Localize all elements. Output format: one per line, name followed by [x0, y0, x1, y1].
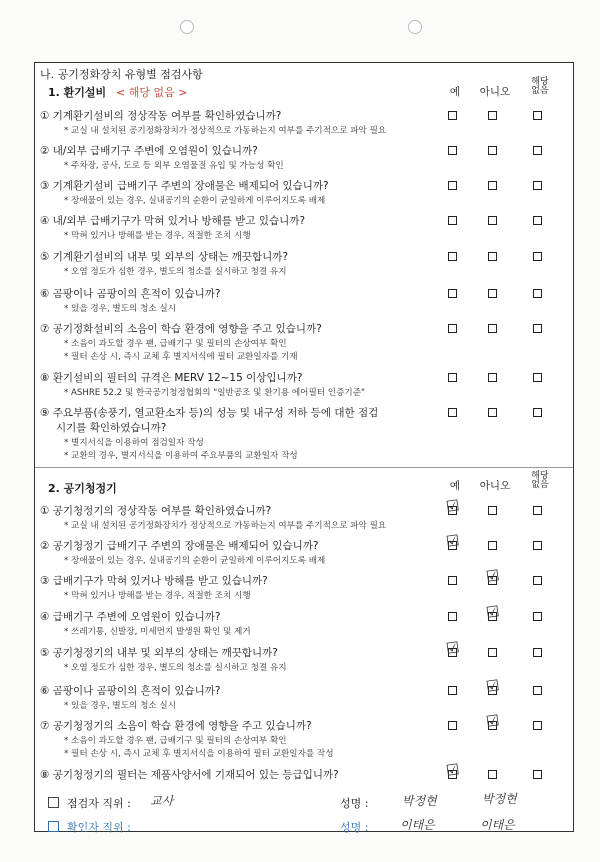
checklist-item	[40, 321, 460, 362]
question-note: * 있을 경우, 별도의 청소 실시	[40, 699, 460, 711]
checkbox[interactable]	[48, 821, 59, 832]
checkbox-na[interactable]	[533, 252, 542, 261]
checkbox-yes[interactable]	[448, 146, 457, 155]
column-na: 해당 없음	[531, 77, 549, 96]
check-mark-icon: ☑	[484, 566, 501, 586]
inspector-name-label: 성명 :	[340, 797, 369, 810]
checkbox-na[interactable]	[533, 576, 542, 585]
column-yes: 예	[449, 480, 461, 492]
checkbox-na[interactable]	[533, 770, 542, 779]
checkbox-na[interactable]	[533, 612, 542, 621]
question-note: * 별지서식을 이용하여 점검일자 작성	[40, 436, 460, 448]
check-mark-icon: ☑	[444, 638, 461, 658]
checklist-item	[40, 249, 460, 277]
checkbox-no[interactable]	[488, 146, 497, 155]
question-text: ⑦ 공기정화설비의 소음이 학습 환경에 영향을 주고 있습니까?	[40, 323, 322, 335]
question-text: ⑤ 공기청정기의 내부 및 외부의 상태는 깨끗합니까?	[40, 647, 278, 659]
checklist-item	[40, 213, 460, 241]
question-text: ⑥ 곰팡이나 곰팡이의 흔적이 있습니까?	[40, 288, 221, 300]
checkbox-yes[interactable]	[448, 576, 457, 585]
question-text: ⑨ 주요부품(송풍기, 열교환소자 등)의 성능 및 내구성 저하 등에 대한 점검	[40, 407, 379, 419]
question-note: * 있을 경우, 별도의 청소 실시	[40, 302, 460, 314]
question-text: ⑧ 공기청정기의 필터는 제품사양서에 기재되어 있는 등급입니까?	[40, 769, 339, 781]
page-title: 나. 공기정화장치 유형별 점검사항	[40, 68, 203, 81]
check-mark-icon: ☑	[444, 496, 461, 516]
checkbox-na[interactable]	[533, 686, 542, 695]
checklist-item	[40, 108, 460, 136]
check-mark-icon: ☑	[444, 531, 461, 551]
checklist-item	[40, 573, 460, 601]
checklist-item	[40, 767, 460, 782]
checkbox-yes[interactable]	[448, 373, 457, 382]
checkbox-no[interactable]	[488, 408, 497, 417]
section-heading	[48, 84, 187, 100]
checkbox-na[interactable]	[533, 111, 542, 120]
question-text: ③ 급배기구가 막혀 있거나 방해를 받고 있습니까?	[40, 575, 268, 587]
column-no: 아니오	[479, 480, 511, 492]
section-heading	[48, 480, 117, 496]
question-note: * 막혀 있거나 방해를 받는 경우, 적절한 조치 시행	[40, 229, 460, 241]
checklist-item	[40, 143, 460, 171]
question-text: ④ 내/외부 급배기구가 막혀 있거나 방해를 받고 있습니까?	[40, 215, 306, 227]
checkbox-no[interactable]	[488, 770, 497, 779]
question-note: * 소음이 과도할 경우 팬, 급배기구 및 필터의 손상여부 확인	[40, 337, 460, 349]
checklist-item	[40, 538, 460, 566]
checkbox-no[interactable]	[488, 506, 497, 515]
inspector-label: 점검자 직위 :	[67, 797, 131, 810]
confirmer-row	[48, 819, 131, 835]
inspector-position: 교사	[150, 794, 174, 808]
checkbox[interactable]	[48, 797, 59, 808]
check-mark-icon: ☑	[444, 760, 461, 780]
checkbox-yes[interactable]	[448, 289, 457, 298]
question-text: ⑧ 환기설비의 필터의 규격은 MERV 12~15 이상입니까?	[40, 372, 303, 384]
question-note: * 교환의 경우, 별지서식을 이용하여 주요부품의 교환일자 작성	[40, 449, 460, 461]
checkbox-no[interactable]	[488, 373, 497, 382]
question-note: * 필터 손상 시, 즉시 교체 후 별지서식에 필터 교환일자를 기재	[40, 350, 460, 362]
punch-hole	[180, 20, 194, 34]
check-mark-icon: ☑	[484, 676, 501, 696]
checkbox-na[interactable]	[533, 721, 542, 730]
checkbox-na[interactable]	[533, 181, 542, 190]
question-text-cont: 시기를 확인하였습니까?	[56, 422, 167, 434]
question-note: * 쓰레기통, 신발장, 미세먼지 발생원 확인 및 제거	[40, 625, 460, 637]
question-note: * 막혀 있거나 방해를 받는 경우, 적절한 조치 시행	[40, 589, 460, 601]
column-no: 아니오	[479, 86, 511, 98]
question-text: ⑥ 곰팡이나 곰팡이의 흔적이 있습니까?	[40, 685, 221, 697]
checkbox-na[interactable]	[533, 289, 542, 298]
question-text: ⑦ 공기청정기의 소음이 학습 환경에 영향을 주고 있습니까?	[40, 720, 312, 732]
confirmer-name-label: 성명 :	[340, 821, 369, 834]
question-note: * 소음이 과도할 경우 팬, 급배기구 및 필터의 손상여부 확인	[40, 734, 460, 746]
checklist-item	[40, 503, 460, 531]
checkbox-na[interactable]	[533, 408, 542, 417]
checkbox-yes[interactable]	[448, 324, 457, 333]
question-note: * 교실 내 설치된 공기정화장치가 정상적으로 가동하는지 여부를 주기적으로 파악 필요	[40, 519, 460, 531]
question-text: ① 기계환기설비의 정상작동 여부를 확인하였습니까?	[40, 110, 282, 122]
section-label: 1. 환기설비	[48, 86, 107, 99]
checkbox-no[interactable]	[488, 289, 497, 298]
checklist-item	[40, 405, 460, 461]
checkbox-na[interactable]	[533, 324, 542, 333]
checkbox-na[interactable]	[533, 373, 542, 382]
checkbox-na[interactable]	[533, 506, 542, 515]
checkbox-yes[interactable]	[448, 252, 457, 261]
checkbox-yes[interactable]	[448, 408, 457, 417]
checklist-item	[40, 645, 460, 673]
checkbox-yes[interactable]	[448, 181, 457, 190]
column-yes: 예	[449, 86, 461, 98]
question-text: ① 공기청정기의 정상작동 여부를 확인하였습니까?	[40, 505, 272, 517]
inspector-name: 박정현	[402, 794, 437, 808]
checkbox-no[interactable]	[488, 216, 497, 225]
checkbox-no[interactable]	[488, 111, 497, 120]
column-na: 해당 없음	[531, 471, 549, 490]
punch-hole	[408, 20, 422, 34]
confirmer-name: 이태은	[400, 818, 435, 832]
question-note: * 오염 정도가 심한 경우, 별도의 청소를 실시하고 청결 유지	[40, 265, 460, 277]
checkbox-no[interactable]	[488, 648, 497, 657]
checkbox-yes[interactable]	[448, 612, 457, 621]
section-note: < 해당 없음 >	[116, 86, 188, 99]
checklist-item	[40, 683, 460, 711]
question-note: * 오염 정도가 심한 경우, 별도의 청소를 실시하고 청결 유지	[40, 661, 460, 673]
checkbox-no[interactable]	[488, 541, 497, 550]
confirmer-signature: 이태은	[480, 818, 515, 832]
checkbox-na[interactable]	[533, 216, 542, 225]
section-label: 2. 공기청정기	[48, 482, 117, 495]
checkbox-no[interactable]	[488, 324, 497, 333]
question-text: ⑤ 기계환기설비의 내부 및 외부의 상태는 깨끗합니까?	[40, 251, 289, 263]
section-divider	[35, 467, 573, 468]
checkbox-na[interactable]	[533, 541, 542, 550]
checkbox-no[interactable]	[488, 252, 497, 261]
checklist-item	[40, 370, 460, 398]
question-text: ④ 급배기구 주변에 오염원이 있습니까?	[40, 611, 221, 623]
inspector-signature: 박정현	[482, 792, 517, 806]
inspector-row	[48, 795, 131, 811]
question-note: * ASHRE 52.2 및 한국공기청정협회의 "일반공조 및 환기용 에어필터 인증기준"	[40, 386, 460, 398]
question-note: * 주차장, 공사, 도로 등 외부 오염물질 유입 및 가능성 확인	[40, 159, 460, 171]
checklist-item	[40, 286, 460, 314]
question-note: * 필터 손상 시, 즉시 교체 후 별지서식을 이용하여 필터 교환일자를 작성	[40, 747, 460, 759]
checkbox-na[interactable]	[533, 648, 542, 657]
checkbox-na[interactable]	[533, 146, 542, 155]
checklist-item	[40, 718, 460, 759]
question-note: * 교실 내 설치된 공기정화장치가 정상적으로 가동하는지 여부를 주기적으로 파악 필요	[40, 124, 460, 136]
question-text: ② 공기청정기 급배기구 주변의 장애물은 배제되어 있습니까?	[40, 540, 319, 552]
checklist-item	[40, 609, 460, 637]
question-text: ③ 기계환기설비 급배기구 주변의 장애물은 배제되어 있습니까?	[40, 180, 329, 192]
question-text: ② 내/외부 급배기구 주변에 오염원이 있습니까?	[40, 145, 258, 157]
confirmer-label: 확인자 직위 :	[67, 821, 131, 834]
checkbox-yes[interactable]	[448, 216, 457, 225]
checkbox-yes[interactable]	[448, 111, 457, 120]
check-mark-icon: ☑	[484, 711, 501, 731]
checkbox-yes[interactable]	[448, 721, 457, 730]
question-note: * 장애물이 있는 경우, 실내공기의 순환이 균일하게 이루어지도록 배제	[40, 554, 460, 566]
checkbox-yes[interactable]	[448, 686, 457, 695]
checklist-item	[40, 178, 460, 206]
checkbox-no[interactable]	[488, 181, 497, 190]
check-mark-icon: ☑	[484, 602, 501, 622]
question-note: * 장애물이 있는 경우, 실내공기의 순환이 균일하게 이루어지도록 배제	[40, 194, 460, 206]
